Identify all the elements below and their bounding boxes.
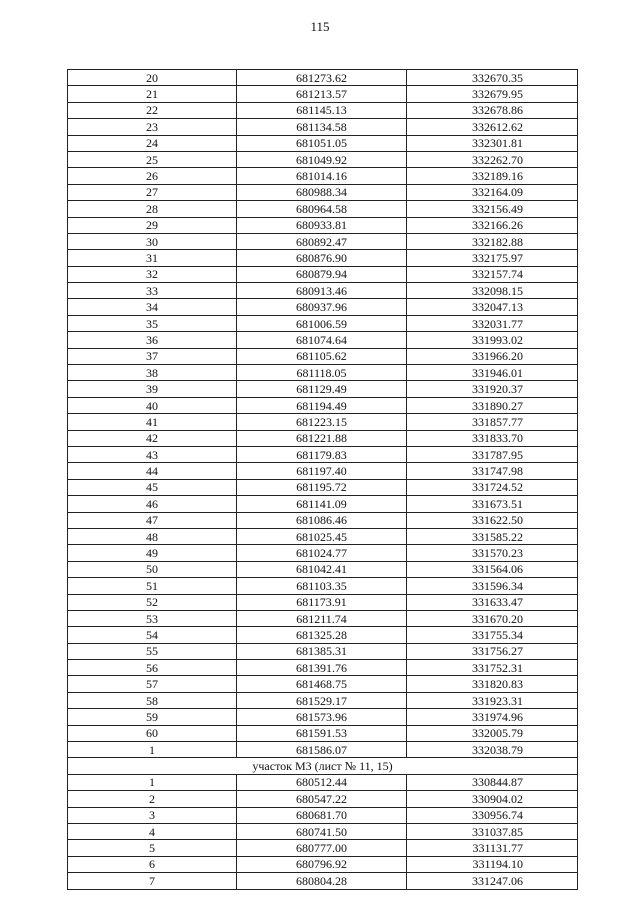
x-coordinate-cell: 681194.49: [237, 397, 407, 413]
point-number-cell: 4: [68, 823, 237, 839]
y-coordinate-cell: 331747.98: [407, 463, 578, 479]
table-row: [68, 856, 578, 872]
table-row: [68, 873, 578, 889]
y-coordinate-cell: 331724.52: [407, 479, 578, 495]
point-number-cell: 48: [68, 528, 237, 544]
point-number-cell: 30: [68, 233, 237, 249]
table-row: [68, 479, 578, 495]
table-row: [68, 135, 578, 151]
point-number-cell: 51: [68, 578, 237, 594]
y-coordinate-cell: 331752.31: [407, 660, 578, 676]
table-row: [68, 823, 578, 839]
point-number-cell: 1: [68, 774, 237, 790]
point-number-cell: 22: [68, 102, 237, 118]
point-number-cell: 45: [68, 479, 237, 495]
x-coordinate-cell: 680512.44: [237, 774, 407, 790]
y-coordinate-cell: 331596.34: [407, 578, 578, 594]
point-number-cell: 2: [68, 791, 237, 807]
x-coordinate-cell: 681025.45: [237, 528, 407, 544]
y-coordinate-cell: 331633.47: [407, 594, 578, 610]
point-number-cell: 44: [68, 463, 237, 479]
point-number-cell: 20: [68, 70, 237, 86]
y-coordinate-cell: 332047.13: [407, 299, 578, 315]
x-coordinate-cell: 681211.74: [237, 610, 407, 626]
point-number-cell: 35: [68, 315, 237, 331]
table-row: [68, 381, 578, 397]
y-coordinate-cell: 332031.77: [407, 315, 578, 331]
y-coordinate-cell: 332182.88: [407, 233, 578, 249]
section-header-row: [68, 758, 578, 774]
y-coordinate-cell: 330844.87: [407, 774, 578, 790]
table-row: [68, 315, 578, 331]
y-coordinate-cell: 331037.85: [407, 823, 578, 839]
point-number-cell: 39: [68, 381, 237, 397]
y-coordinate-cell: 331857.77: [407, 414, 578, 430]
x-coordinate-cell: 681391.76: [237, 660, 407, 676]
y-coordinate-cell: 331622.50: [407, 512, 578, 528]
page-number: 115: [310, 19, 330, 34]
x-coordinate-cell: 681129.49: [237, 381, 407, 397]
y-coordinate-cell: 332156.49: [407, 201, 578, 217]
y-coordinate-cell: 331974.96: [407, 709, 578, 725]
point-number-cell: 25: [68, 151, 237, 167]
x-coordinate-cell: 680892.47: [237, 233, 407, 249]
coordinates-table-body: [68, 70, 578, 890]
point-number-cell: 34: [68, 299, 237, 315]
x-coordinate-cell: 681024.77: [237, 545, 407, 561]
y-coordinate-cell: 331194.10: [407, 856, 578, 872]
x-coordinate-cell: 680876.90: [237, 250, 407, 266]
point-number-cell: 43: [68, 446, 237, 462]
table-row: [68, 266, 578, 282]
point-number-cell: 58: [68, 692, 237, 708]
y-coordinate-cell: 331993.02: [407, 332, 578, 348]
y-coordinate-cell: 331247.06: [407, 873, 578, 889]
x-coordinate-cell: 681103.35: [237, 578, 407, 594]
table-row: [68, 791, 578, 807]
point-number-cell: 24: [68, 135, 237, 151]
y-coordinate-cell: 332098.15: [407, 283, 578, 299]
point-number-cell: 1: [68, 742, 237, 758]
table-row: [68, 807, 578, 823]
y-coordinate-cell: 331585.22: [407, 528, 578, 544]
table-row: [68, 446, 578, 462]
point-number-cell: 33: [68, 283, 237, 299]
table-row: [68, 512, 578, 528]
y-coordinate-cell: 331564.06: [407, 561, 578, 577]
point-number-cell: 7: [68, 873, 237, 889]
point-number-cell: 37: [68, 348, 237, 364]
x-coordinate-cell: 680547.22: [237, 791, 407, 807]
y-coordinate-cell: 332175.97: [407, 250, 578, 266]
y-coordinate-cell: 330904.02: [407, 791, 578, 807]
point-number-cell: 5: [68, 840, 237, 856]
x-coordinate-cell: 681586.07: [237, 742, 407, 758]
point-number-cell: 27: [68, 184, 237, 200]
x-coordinate-cell: 681173.91: [237, 594, 407, 610]
y-coordinate-cell: 331756.27: [407, 643, 578, 659]
table-row: [68, 676, 578, 692]
x-coordinate-cell: 680937.96: [237, 299, 407, 315]
y-coordinate-cell: 331946.01: [407, 365, 578, 381]
table-row: [68, 151, 578, 167]
y-coordinate-cell: 330956.74: [407, 807, 578, 823]
point-number-cell: 28: [68, 201, 237, 217]
table-row: [68, 528, 578, 544]
table-row: [68, 660, 578, 676]
x-coordinate-cell: 681195.72: [237, 479, 407, 495]
table-row: [68, 578, 578, 594]
table-row: [68, 692, 578, 708]
table-row: [68, 742, 578, 758]
x-coordinate-cell: 681385.31: [237, 643, 407, 659]
section-label: участок М3 (лист № 11, 15): [68, 758, 578, 774]
x-coordinate-cell: 681468.75: [237, 676, 407, 692]
table-row: [68, 627, 578, 643]
y-coordinate-cell: 331673.51: [407, 496, 578, 512]
table-row: [68, 840, 578, 856]
point-number-cell: 46: [68, 496, 237, 512]
table-row: [68, 561, 578, 577]
table-row: [68, 201, 578, 217]
table-row: [68, 365, 578, 381]
point-number-cell: 6: [68, 856, 237, 872]
point-number-cell: 38: [68, 365, 237, 381]
table-row: [68, 545, 578, 561]
x-coordinate-cell: 681014.16: [237, 168, 407, 184]
y-coordinate-cell: 332157.74: [407, 266, 578, 282]
x-coordinate-cell: 681141.09: [237, 496, 407, 512]
table-row: [68, 397, 578, 413]
table-row: [68, 184, 578, 200]
x-coordinate-cell: 680796.92: [237, 856, 407, 872]
table-row: [68, 430, 578, 446]
x-coordinate-cell: 681223.15: [237, 414, 407, 430]
y-coordinate-cell: 332038.79: [407, 742, 578, 758]
x-coordinate-cell: 680988.34: [237, 184, 407, 200]
table-row: [68, 496, 578, 512]
point-number-cell: 54: [68, 627, 237, 643]
x-coordinate-cell: 680741.50: [237, 823, 407, 839]
point-number-cell: 53: [68, 610, 237, 626]
point-number-cell: 41: [68, 414, 237, 430]
x-coordinate-cell: 681197.40: [237, 463, 407, 479]
x-coordinate-cell: 681049.92: [237, 151, 407, 167]
x-coordinate-cell: 681213.57: [237, 86, 407, 102]
point-number-cell: 29: [68, 217, 237, 233]
point-number-cell: 55: [68, 643, 237, 659]
table-row: [68, 102, 578, 118]
x-coordinate-cell: 681273.62: [237, 70, 407, 86]
y-coordinate-cell: 331966.20: [407, 348, 578, 364]
table-row: [68, 250, 578, 266]
x-coordinate-cell: 681179.83: [237, 446, 407, 462]
point-number-cell: 3: [68, 807, 237, 823]
table-row: [68, 725, 578, 741]
y-coordinate-cell: 331923.31: [407, 692, 578, 708]
x-coordinate-cell: 681051.05: [237, 135, 407, 151]
x-coordinate-cell: 681105.62: [237, 348, 407, 364]
table-row: [68, 610, 578, 626]
table-row: [68, 70, 578, 86]
y-coordinate-cell: 332679.95: [407, 86, 578, 102]
x-coordinate-cell: 680913.46: [237, 283, 407, 299]
point-number-cell: 42: [68, 430, 237, 446]
y-coordinate-cell: 332005.79: [407, 725, 578, 741]
x-coordinate-cell: 681221.88: [237, 430, 407, 446]
point-number-cell: 36: [68, 332, 237, 348]
point-number-cell: 40: [68, 397, 237, 413]
point-number-cell: 52: [68, 594, 237, 610]
coordinates-table: [67, 69, 578, 890]
point-number-cell: 21: [68, 86, 237, 102]
x-coordinate-cell: 681118.05: [237, 365, 407, 381]
point-number-cell: 50: [68, 561, 237, 577]
y-coordinate-cell: 331131.77: [407, 840, 578, 856]
table-row: [68, 332, 578, 348]
y-coordinate-cell: 331833.70: [407, 430, 578, 446]
x-coordinate-cell: 680804.28: [237, 873, 407, 889]
point-number-cell: 57: [68, 676, 237, 692]
x-coordinate-cell: 681042.41: [237, 561, 407, 577]
point-number-cell: 26: [68, 168, 237, 184]
x-coordinate-cell: 680777.00: [237, 840, 407, 856]
y-coordinate-cell: 331820.83: [407, 676, 578, 692]
table-row: [68, 168, 578, 184]
y-coordinate-cell: 332678.86: [407, 102, 578, 118]
point-number-cell: 60: [68, 725, 237, 741]
x-coordinate-cell: 681573.96: [237, 709, 407, 725]
y-coordinate-cell: 332189.16: [407, 168, 578, 184]
point-number-cell: 31: [68, 250, 237, 266]
table-row: [68, 414, 578, 430]
y-coordinate-cell: 332262.70: [407, 151, 578, 167]
y-coordinate-cell: 331920.37: [407, 381, 578, 397]
x-coordinate-cell: 681006.59: [237, 315, 407, 331]
point-number-cell: 23: [68, 119, 237, 135]
y-coordinate-cell: 332670.35: [407, 70, 578, 86]
x-coordinate-cell: 681325.28: [237, 627, 407, 643]
x-coordinate-cell: 680879.94: [237, 266, 407, 282]
table-row: [68, 217, 578, 233]
x-coordinate-cell: 680933.81: [237, 217, 407, 233]
point-number-cell: 56: [68, 660, 237, 676]
y-coordinate-cell: 331890.27: [407, 397, 578, 413]
x-coordinate-cell: 680964.58: [237, 201, 407, 217]
y-coordinate-cell: 332612.62: [407, 119, 578, 135]
table-row: [68, 463, 578, 479]
table-row: [68, 709, 578, 725]
x-coordinate-cell: 681074.64: [237, 332, 407, 348]
y-coordinate-cell: 331670.20: [407, 610, 578, 626]
point-number-cell: 49: [68, 545, 237, 561]
table-row: [68, 283, 578, 299]
x-coordinate-cell: 681529.17: [237, 692, 407, 708]
y-coordinate-cell: 331787.95: [407, 446, 578, 462]
y-coordinate-cell: 332166.26: [407, 217, 578, 233]
table-row: [68, 299, 578, 315]
y-coordinate-cell: 332164.09: [407, 184, 578, 200]
y-coordinate-cell: 331755.34: [407, 627, 578, 643]
table-row: [68, 774, 578, 790]
table-row: [68, 119, 578, 135]
x-coordinate-cell: 681134.58: [237, 119, 407, 135]
table-row: [68, 233, 578, 249]
point-number-cell: 32: [68, 266, 237, 282]
table-row: [68, 86, 578, 102]
x-coordinate-cell: 680681.70: [237, 807, 407, 823]
y-coordinate-cell: 331570.23: [407, 545, 578, 561]
table-row: [68, 643, 578, 659]
x-coordinate-cell: 681086.46: [237, 512, 407, 528]
point-number-cell: 59: [68, 709, 237, 725]
table-row: [68, 594, 578, 610]
y-coordinate-cell: 332301.81: [407, 135, 578, 151]
x-coordinate-cell: 681145.13: [237, 102, 407, 118]
table-row: [68, 348, 578, 364]
x-coordinate-cell: 681591.53: [237, 725, 407, 741]
point-number-cell: 47: [68, 512, 237, 528]
